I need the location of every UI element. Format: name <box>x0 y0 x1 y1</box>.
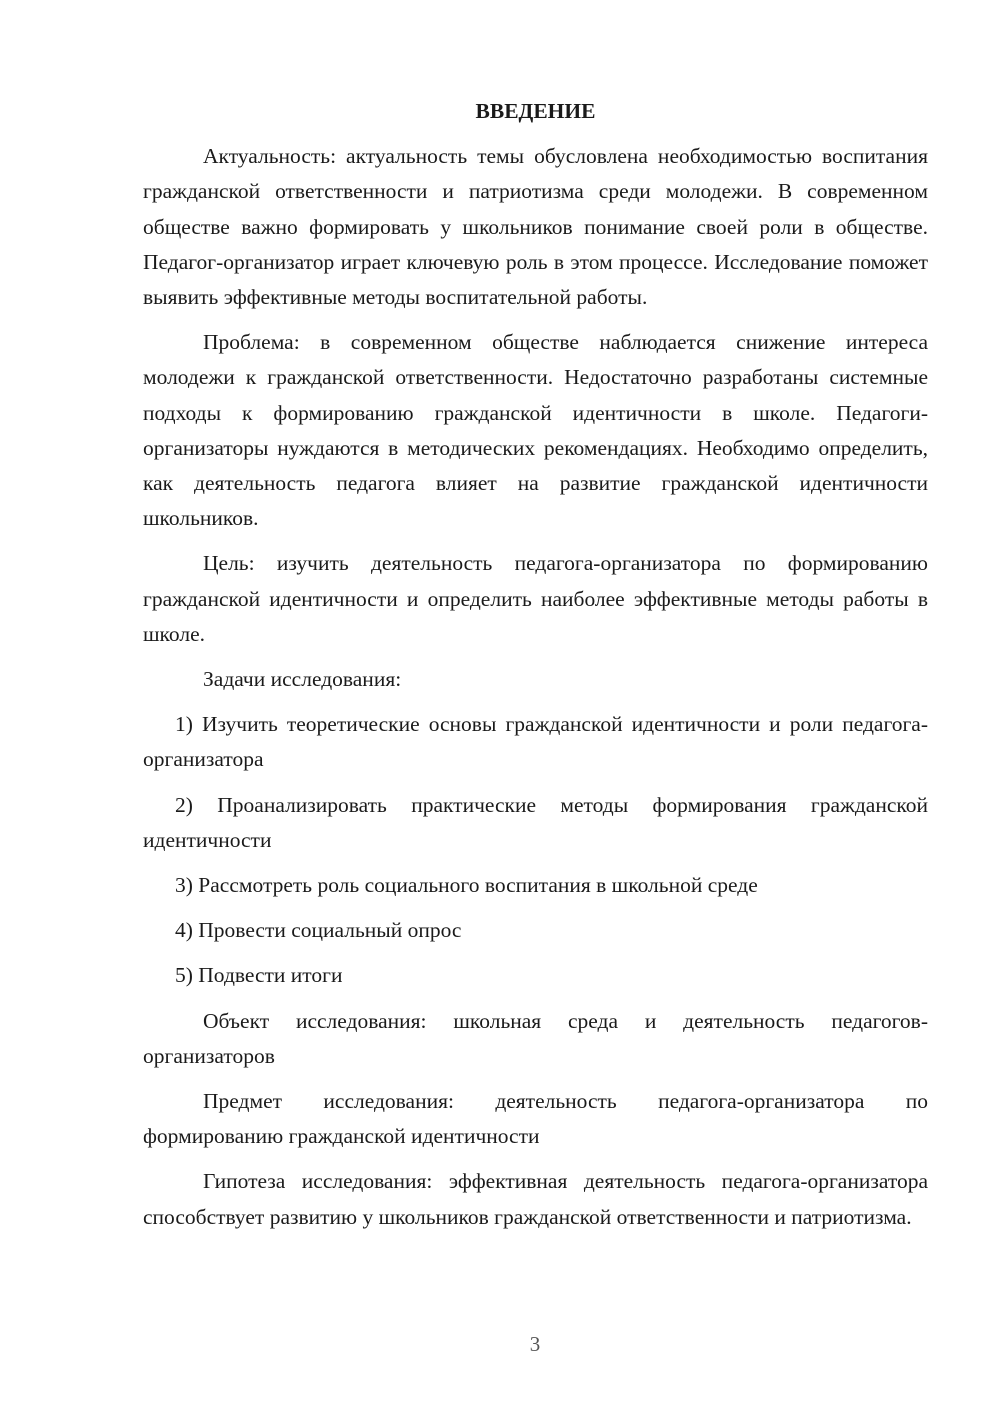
task-item-3: 3) Рассмотреть роль социального воспитания в школьной среде <box>175 873 758 898</box>
relevance-paragraph: Актуальность: актуальность темы обусловлена необходимостью воспитания гражданской ответственности и патриотизма среди молодежи. В современном обществе важно формировать у школьников понимание своей роли в обществе. Педагог-организатор играет ключевую роль в этом процессе. Исследование поможет выявить эффективные методы воспитательной работы. <box>143 144 928 310</box>
task-item-4: 4) Провести социальный опрос <box>175 918 462 943</box>
section-heading: ВВЕДЕНИЕ <box>475 99 596 123</box>
task-item-2: 2) Проанализировать практические методы формирования гражданской идентичности <box>143 792 928 852</box>
problem-paragraph: Проблема: в современном обществе наблюдается снижение интереса молодежи к гражданской ответственности. Недостаточно разработаны системные подходы к формированию гражданской идентичности в школе. Педагоги-организаторы нуждаются в методических рекомендациях. Необходимо определить, как деятельность педагога влияет на развитие гражданской идентичности школьников. <box>143 330 928 531</box>
tasks-intro: Задачи исследования: <box>203 667 402 692</box>
task-item-5: 5) Подвести итоги <box>175 963 343 988</box>
subject-paragraph: Предмет исследования: деятельность педагога-организатора по формированию гражданской идентичности <box>143 1089 928 1149</box>
object-paragraph: Объект исследования: школьная среда и деятельность педагогов-организаторов <box>143 1008 928 1068</box>
hypothesis-paragraph: Гипотеза исследования: эффективная деятельность педагога-организатора способствует развитию у школьников гражданской ответственности и патриотизма. <box>143 1169 928 1229</box>
goal-paragraph: Цель: изучить деятельность педагога-организатора по формированию гражданской идентичности и определить наиболее эффективные методы работы в школе. <box>143 551 928 646</box>
page-content <box>143 94 928 1245</box>
page-number: 3 <box>529 1332 541 1356</box>
task-item-1: 1) Изучить теоретические основы гражданской идентичности и роли педагога-организатора <box>143 712 928 772</box>
